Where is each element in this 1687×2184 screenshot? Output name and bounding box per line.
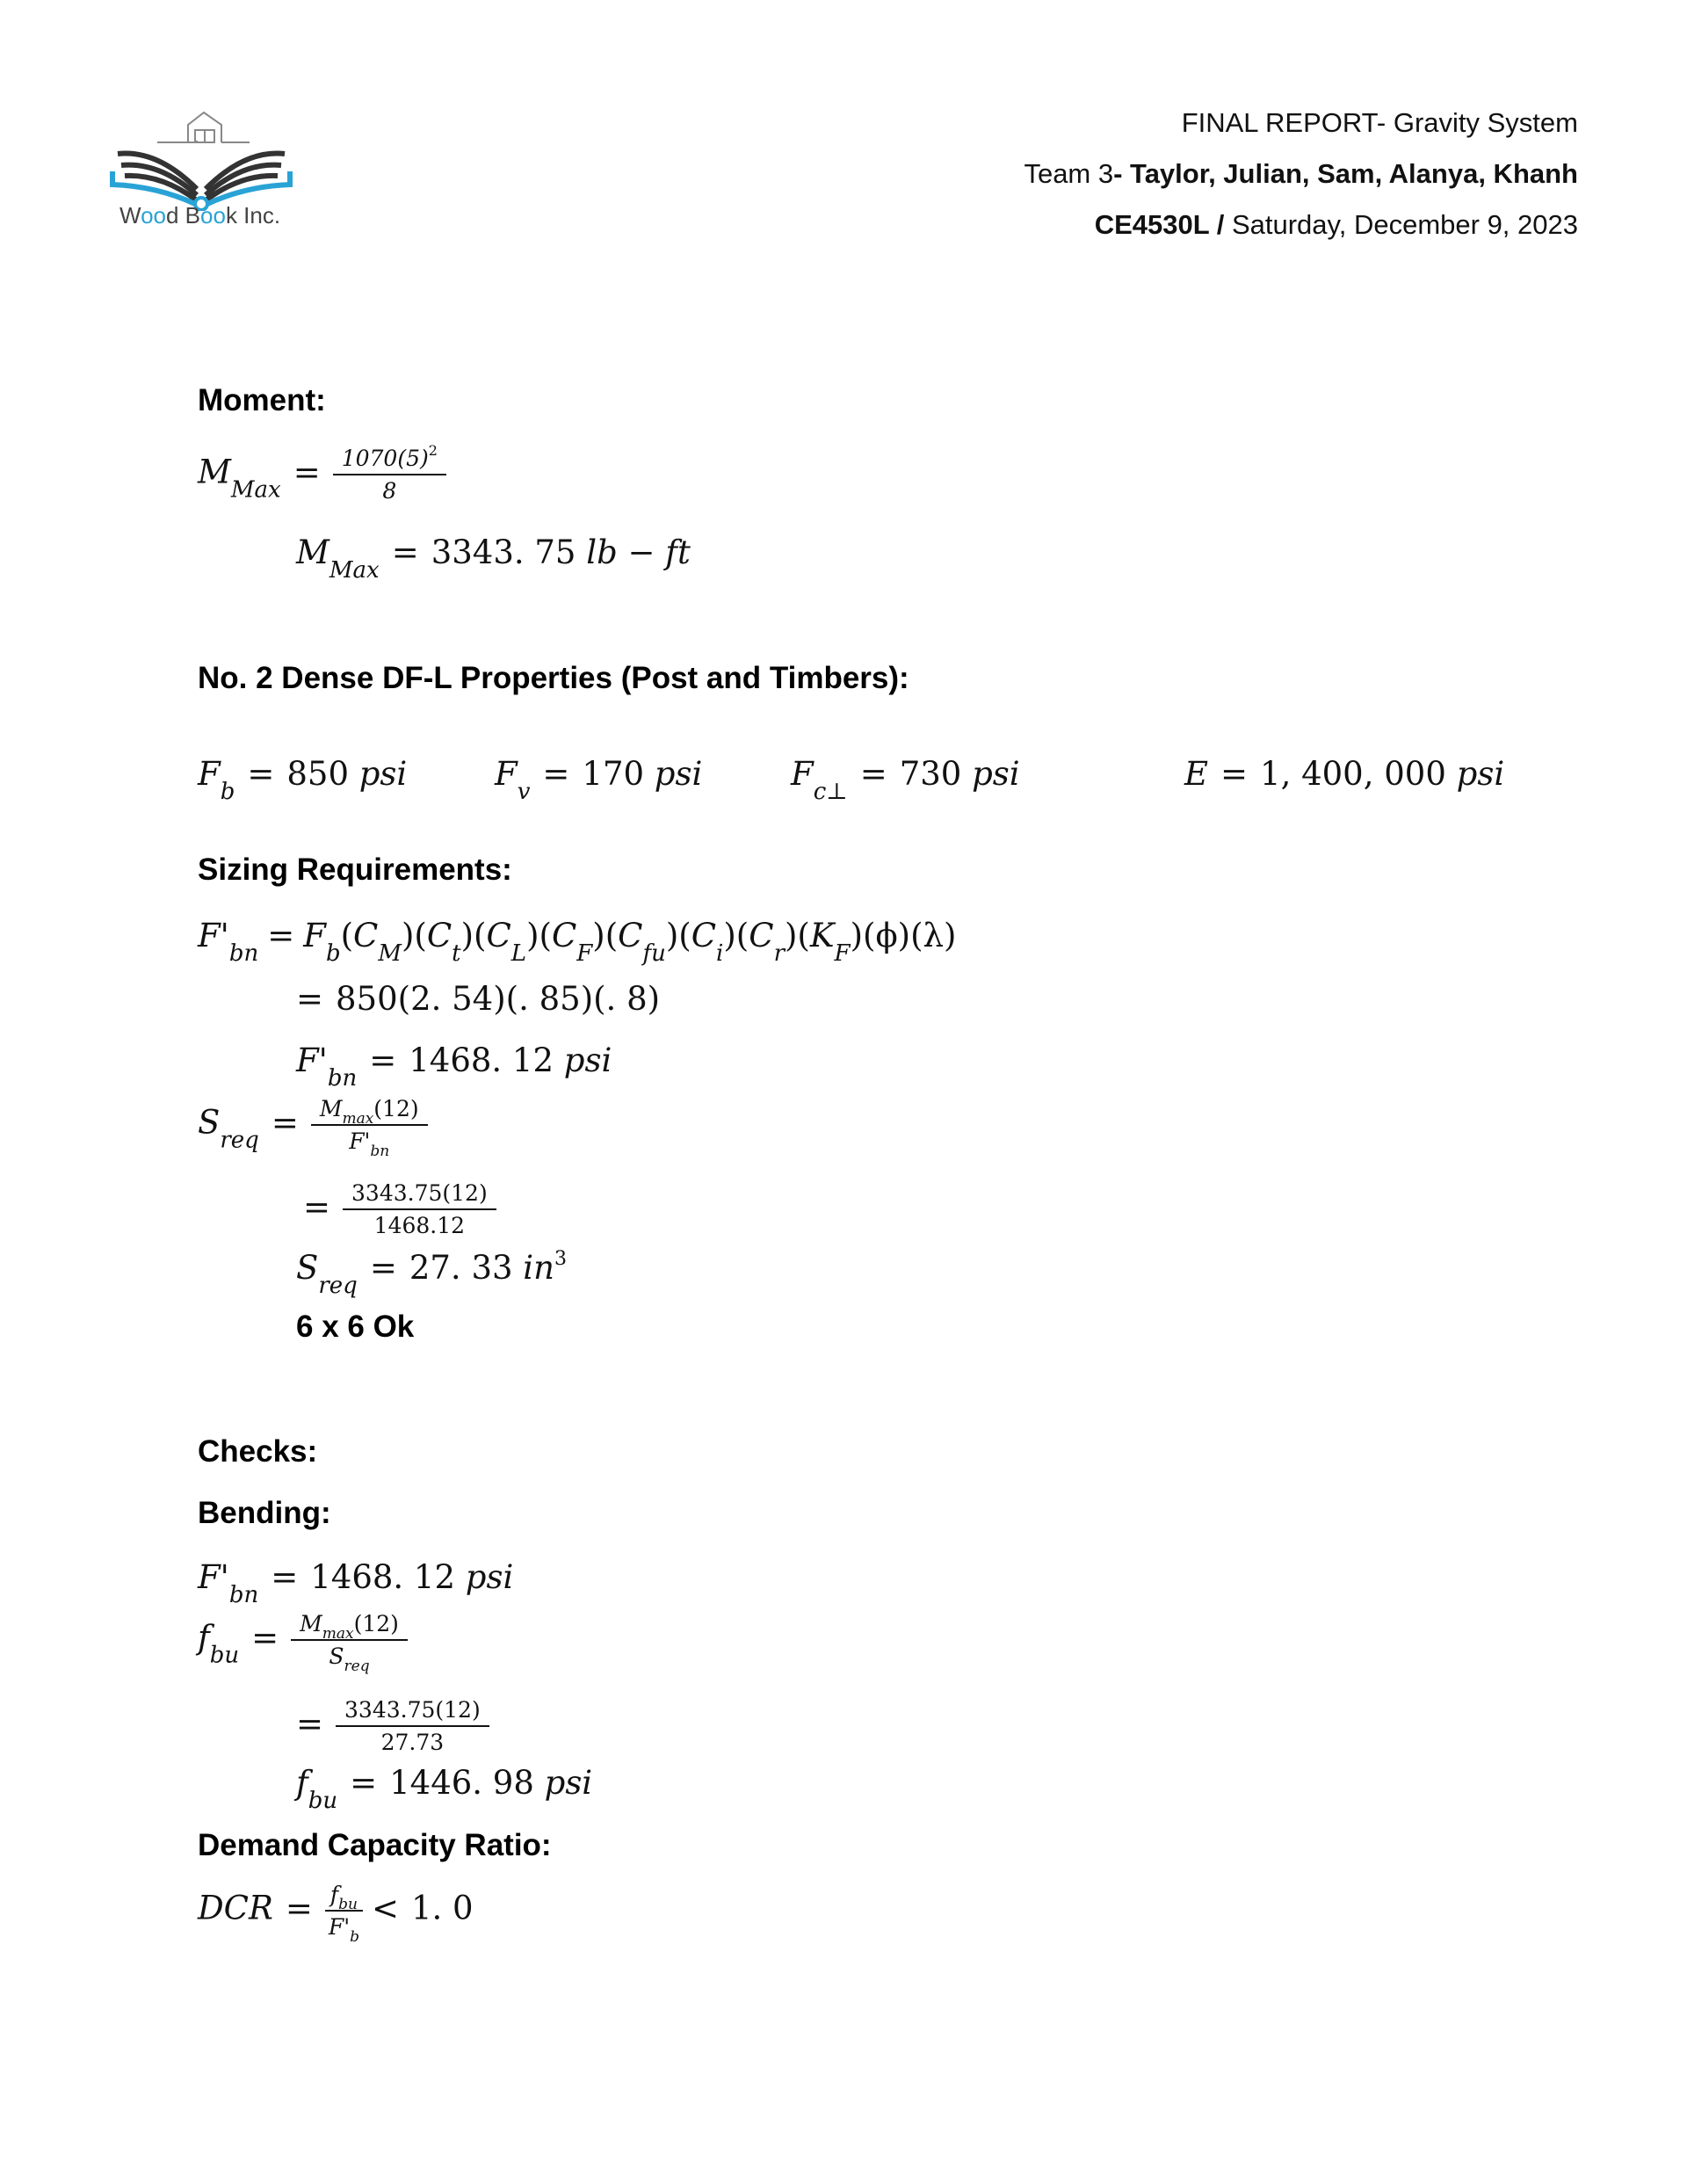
fbu-formula: $f_{bu}$ = $\frac{M_{max}(12)}{S_{req}}$ (198, 1612, 408, 1668)
logo-text: Wood Book Inc. (119, 202, 281, 229)
sreq-sub-fraction: $\frac{3343.75(12)}{1468.12}$ (343, 1181, 496, 1237)
moment-heading: Moment: (198, 383, 326, 417)
sreq-substitution: = $\frac{3343.75(12)}{1468.12}$ (296, 1181, 496, 1237)
course-date-line (1095, 209, 1578, 241)
sreq-fraction: $\frac{M_{max}(12)}{F'_{bn}}$ (311, 1097, 428, 1153)
team-prefix: Team 3 (1024, 158, 1114, 189)
fbu-result: $f_{bu} = 1446$. 98 psi (296, 1764, 593, 1814)
size-result: 6 x 6 Ok (296, 1310, 415, 1344)
sizing-heading: Sizing Requirements: (198, 853, 512, 887)
fbu-fraction: $\frac{M_{max}(12)}{S_{req}}$ (291, 1612, 408, 1668)
team-line (1024, 158, 1578, 190)
checks-heading: Checks: (198, 1434, 318, 1469)
moment-fraction: $\frac{1070(5)^2}{8}$ (333, 446, 446, 503)
course-code: CE4530L / (1094, 209, 1225, 240)
team-members: - Taylor, Julian, Sam, Alanya, Khanh (1113, 158, 1578, 189)
property-fv: $F_v = 170$ psi (495, 755, 703, 805)
fbn-formula: $F'_{bn} = F_b(C_M)(C_t)(C_L)(C_F)(C_{fu})(C_i)(C_r)(K_F)(\phi)(\lambda)$ (198, 917, 957, 967)
properties-heading: No. 2 Dense DF-L Properties (Post and Timbers): (198, 661, 909, 695)
company-logo (109, 105, 293, 229)
fbn-substitution: = 850(2. 54)(. 85)(. 8) (296, 980, 661, 1018)
sreq-formula: $S_{req}$ = $\frac{M_{max}(12)}{F'_{bn}}$ (198, 1097, 428, 1153)
fbu-substitution: = $\frac{3343.75(12)}{27.73}$ (296, 1698, 489, 1754)
property-fc: $F_{c\perp} = 730$ psi (791, 755, 1020, 805)
moment-equation: $M_{Max}$ = $\frac{1070(5)^2}{8}$ (198, 446, 446, 503)
bending-heading: Bending: (198, 1496, 331, 1530)
bending-fbn: $F'_{bn} = 1468$. 12 psi (198, 1558, 514, 1608)
fbn-result: $F'_{bn} = 1468$. 12 psi (296, 1041, 612, 1092)
moment-result: $M_{Max} = 3343$. 75 lb − ft (296, 533, 691, 584)
report-title: FINAL REPORT- Gravity System (1181, 107, 1578, 138)
dcr-heading: Demand Capacity Ratio: (198, 1828, 552, 1862)
dcr-fraction: $\frac{f_{bu}}{F'_b}$ (325, 1883, 363, 1939)
sreq-result: $S_{req} = 27$. 33 $in^3$ (296, 1248, 567, 1299)
report-date: Saturday, December 9, 2023 (1224, 209, 1578, 240)
property-fb: $F_b = 850$ psi (198, 755, 408, 805)
book-house-icon (109, 105, 293, 211)
dcr-formula: DCR = $\frac{f_{bu}}{F'_b}$ < 1. 0 (198, 1882, 474, 1946)
property-e: E = 1, 400, 000 psi (1184, 755, 1505, 793)
fbu-sub-fraction: $\frac{3343.75(12)}{27.73}$ (336, 1698, 489, 1754)
